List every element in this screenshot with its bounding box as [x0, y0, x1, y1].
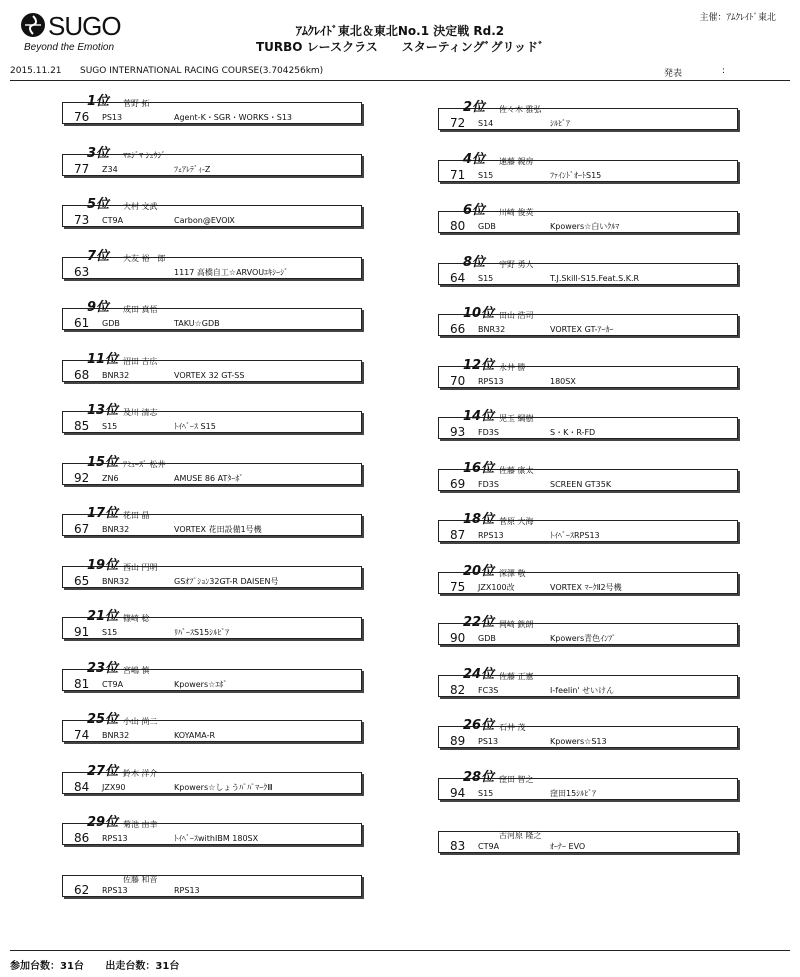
- driver-name: 篠崎 稔: [123, 614, 150, 623]
- car-number: 84: [74, 779, 90, 794]
- grid-position: 28位: [463, 769, 495, 785]
- grid-position: 5位: [87, 197, 110, 212]
- grid-slot: [438, 824, 738, 853]
- car-model: BNR32: [478, 325, 506, 334]
- car-number: 67: [74, 522, 90, 536]
- grid-slot: [62, 353, 362, 382]
- driver-name: 成田 真悟: [123, 305, 158, 314]
- driver-name: 佐々木 雅弘: [499, 105, 542, 114]
- grid-slot: [438, 462, 738, 491]
- grid-slot: [62, 456, 362, 485]
- team-name: VORTEX 32 GT-SS: [174, 370, 245, 380]
- grid-slot: [62, 404, 362, 433]
- grid-position: 14位: [463, 409, 495, 424]
- grid-position: 22位: [463, 615, 495, 630]
- car-model: RPS13: [478, 376, 504, 386]
- car-model: FD3S: [478, 479, 499, 489]
- grid-slot: [62, 198, 362, 227]
- car-number: 93: [450, 425, 466, 439]
- logo-text: SUGO: [48, 11, 121, 41]
- car-number: 68: [74, 367, 90, 382]
- grid-position: 7位: [87, 248, 110, 264]
- team-name: KOYAMA-R: [174, 731, 216, 740]
- driver-name: 菅野 拓: [123, 99, 150, 108]
- car-model: PS13: [102, 113, 123, 122]
- grid-position: 16位: [463, 460, 495, 476]
- organizer: 主催：ｱﾑｸﾚｲﾄﾞ東北: [699, 13, 776, 23]
- car-number: 80: [450, 219, 466, 233]
- car-number: 77: [74, 161, 90, 176]
- driver-name: 花田 晶: [123, 511, 150, 520]
- team-name: ﾄｲﾍﾞｰｽwithIBM 180SX: [174, 834, 259, 843]
- car-model: S14: [478, 119, 494, 128]
- car-model: BNR32: [102, 731, 130, 740]
- team-name: TAKU☆GDB: [174, 319, 220, 328]
- team-name: Carbon@EVOⅨ: [174, 216, 235, 225]
- grid-position: 10位: [463, 306, 495, 321]
- grid-slot: [438, 513, 738, 542]
- car-model: BNR32: [102, 576, 130, 586]
- grid-position: 12位: [463, 357, 495, 373]
- driver-name: 大村 文武: [123, 202, 158, 211]
- team-name: VORTEX 花田設備1号機: [174, 525, 262, 534]
- driver-name: ﾏｴｼﾞﾏ ｼｭｳｼﾞ: [123, 150, 166, 160]
- car-number: 85: [74, 419, 90, 433]
- driver-name: 深澤 敬: [499, 568, 526, 578]
- car-number: 76: [74, 110, 90, 124]
- grid-slot: [438, 256, 738, 285]
- car-number: 94: [450, 785, 466, 800]
- driver-name: 石井 茂: [499, 723, 526, 732]
- driver-name: 西山 円明: [123, 562, 158, 572]
- driver-name: 菅原 大海: [499, 517, 534, 526]
- grid-slot: [438, 668, 738, 697]
- event-date: 2015.11.21: [10, 66, 62, 76]
- grid-position: 23位: [87, 660, 119, 676]
- car-model: BNR32: [102, 525, 130, 534]
- grid-position: 3位: [87, 145, 110, 161]
- grid-slot: [438, 719, 738, 748]
- team-name: Agent-K・SGR・WORKS・S13: [174, 113, 292, 122]
- car-model: CT9A: [478, 842, 500, 851]
- grid-position: 24位: [463, 666, 495, 682]
- car-model: JZX100改: [478, 582, 515, 592]
- car-number: 87: [450, 528, 466, 542]
- driver-name: 佐藤 康太: [499, 465, 534, 475]
- driver-name: 及川 清志: [123, 408, 158, 417]
- driver-name: 田山 浩司: [499, 311, 534, 320]
- car-number: 64: [450, 270, 466, 285]
- grid-slot: [62, 868, 362, 897]
- grid-slot: [438, 410, 738, 439]
- driver-name: 佐藤 正憲: [499, 671, 534, 681]
- driver-name: 宇野 勇人: [499, 259, 534, 269]
- grid-slot: [62, 662, 362, 691]
- driver-name: 大友 裕一郎: [123, 253, 166, 263]
- grid-position: 8位: [463, 254, 486, 270]
- grid-slot: [438, 153, 738, 182]
- grid-slot: [62, 610, 362, 639]
- grid-position: 4位: [463, 151, 486, 167]
- car-model: S15: [478, 170, 494, 180]
- team-name: 窪田15ｼﾙﾋﾞｱ: [550, 788, 597, 798]
- announcement-label: 発表: [664, 69, 683, 79]
- announcement-colon: :: [722, 66, 726, 76]
- team-name: ﾌｧｲﾝﾄﾞｵｰﾄS15: [550, 170, 602, 180]
- team-name: Kpowers青色ｲﾝﾌﾟ: [550, 634, 617, 643]
- grid-position: 11位: [87, 351, 119, 367]
- driver-name: 小山 尚二: [123, 717, 158, 726]
- car-model: CT9A: [102, 216, 124, 225]
- team-name: AMUSE 86 ATﾀｰﾎﾞ: [174, 473, 244, 483]
- team-name: SCREEN GT35K: [550, 479, 612, 489]
- team-name: Kpowers☆S13: [550, 737, 607, 746]
- car-number: 74: [74, 728, 90, 742]
- car-model: S15: [102, 422, 118, 431]
- grid-slot: [62, 95, 362, 124]
- car-model: RPS13: [102, 885, 128, 895]
- grid-position: 27位: [87, 763, 119, 779]
- grid-slot: [438, 307, 738, 336]
- grid-position: 20位: [463, 563, 495, 579]
- driver-name: 沼田 吉広: [123, 356, 158, 366]
- car-model: PS13: [478, 737, 499, 746]
- grid-position: 19位: [87, 557, 119, 573]
- car-number: 83: [450, 839, 466, 853]
- car-model: JZX90: [102, 782, 126, 792]
- grid-slot: [62, 301, 362, 330]
- car-number: 70: [450, 373, 466, 388]
- grid-slot: [438, 359, 738, 388]
- driver-name: 岡崎 鉄朗: [499, 620, 534, 629]
- class-title: TURBO レースクラス スターティングﾞグリッドﾞ: [255, 40, 545, 54]
- car-number: 61: [74, 316, 90, 330]
- grid-position: 6位: [463, 203, 486, 218]
- grid-position: 13位: [87, 403, 119, 418]
- team-name: GSｵﾌﾟｼｮﾝ32GT-R DAISEN号: [174, 576, 279, 586]
- car-model: GDB: [478, 222, 496, 231]
- driver-name: 窪田 智之: [499, 774, 534, 784]
- car-number: 72: [450, 116, 466, 130]
- car-number: 71: [450, 167, 466, 182]
- team-name: ﾄｲﾍﾞｰｽRPS13: [550, 531, 600, 540]
- starters-count: 出走台数：31台: [105, 961, 180, 972]
- car-number: 65: [74, 573, 90, 588]
- grid-slot: [438, 771, 738, 800]
- car-number: 63: [74, 264, 90, 279]
- driver-name: 川崎 俊英: [499, 208, 534, 217]
- car-number: 75: [450, 579, 466, 594]
- team-name: ﾘﾊﾞｰｽS15ｼﾙﾋﾞｱ: [174, 628, 230, 637]
- grid-position: 15位: [87, 454, 119, 470]
- team-name: VORTEX ﾏｰｸⅡ2号機: [550, 582, 622, 592]
- car-number: 92: [74, 470, 90, 485]
- car-number: 73: [74, 213, 90, 227]
- grid-slot: [438, 101, 738, 130]
- grid-position: 2位: [463, 100, 486, 115]
- team-name: Kpowers☆しょうﾊﾟﾊﾟﾏｰｸⅢ: [174, 782, 273, 792]
- car-number: 66: [450, 322, 466, 336]
- driver-name: 佐藤 和音: [123, 874, 158, 884]
- car-model: S15: [478, 788, 494, 798]
- car-number: 89: [450, 734, 466, 748]
- team-name: ﾌｪｱﾚﾃﾞｨ-Z: [174, 164, 211, 174]
- car-model: GDB: [478, 634, 496, 643]
- grid-position: 25位: [87, 712, 119, 727]
- team-name: RPS13: [174, 885, 200, 895]
- car-number: 82: [450, 682, 466, 697]
- grid-position: 9位: [87, 300, 110, 315]
- car-model: RPS13: [478, 531, 504, 540]
- event-title: ｱﾑｸﾚｲﾄﾞ東北＆東北No.1 決定戦 Rd.2: [295, 24, 505, 38]
- grid-position: 21位: [87, 609, 119, 624]
- grid-position: 26位: [463, 718, 495, 733]
- team-name: VORTEX GT-ｱｰｶｰ: [550, 325, 614, 334]
- driver-name: 菊池 由幸: [123, 820, 158, 829]
- team-name: S・K・R-FD: [550, 428, 596, 437]
- driver-name: ｱﾐｭｰｽﾞ 松井: [123, 459, 166, 469]
- grid-slot: [438, 204, 738, 233]
- driver-name: 児玉 綱樹: [499, 414, 534, 423]
- grid-slot: [438, 565, 738, 594]
- venue: SUGO INTERNATIONAL RACING COURSE(3.704256km): [80, 66, 324, 76]
- team-name: ｼﾙﾋﾞｱ: [550, 119, 570, 128]
- logo-tagline: Beyond the Emotion: [24, 42, 115, 53]
- grid-slot: [62, 713, 362, 742]
- team-name: Kpowers☆ｴﾎﾞ: [174, 679, 228, 689]
- grid-slot: [62, 816, 362, 845]
- car-model: CT9A: [102, 679, 124, 689]
- grid-position: 1位: [87, 94, 110, 109]
- car-model: RPS13: [102, 834, 128, 843]
- driver-name: 永井 勝: [499, 362, 526, 372]
- car-model: Z34: [102, 164, 118, 174]
- team-name: 180SX: [550, 376, 576, 386]
- grid-slot: [438, 616, 738, 645]
- car-model: FC3S: [478, 685, 499, 695]
- grid-position: 17位: [87, 506, 119, 521]
- grid-position: 29位: [87, 815, 119, 830]
- grid-slot: [62, 507, 362, 536]
- grid-slot: [62, 559, 362, 588]
- car-number: 90: [450, 631, 466, 645]
- car-model: BNR32: [102, 370, 130, 380]
- team-name: Kpowers☆白いｸﾙﾏ: [550, 222, 620, 231]
- car-model: S15: [102, 628, 118, 637]
- team-name: ﾄｲﾍﾞｰｽ S15: [174, 422, 216, 431]
- car-number: 81: [74, 676, 90, 691]
- car-number: 91: [74, 625, 90, 639]
- driver-name: 宮嶋 慎: [123, 665, 150, 675]
- entries-count: 参加台数：31台: [10, 961, 84, 972]
- driver-name: 古河原 隆之: [499, 831, 542, 840]
- grid-slot: [62, 147, 362, 176]
- team-name: ｵｰﾅｰ EVO: [550, 842, 586, 851]
- car-model: FD3S: [478, 428, 499, 437]
- footer: [10, 950, 790, 972]
- team-name: 1117 高橋自工☆ARVOUｴｷｼｰｼﾞ: [174, 267, 289, 277]
- car-model: ZN6: [102, 473, 119, 483]
- driver-name: 遠藤 親房: [499, 156, 534, 166]
- car-model: S15: [478, 273, 494, 283]
- team-name: I-feelin' せいけん: [550, 685, 615, 695]
- car-number: 69: [450, 476, 466, 491]
- car-number: 62: [74, 882, 90, 897]
- car-number: 86: [74, 831, 90, 845]
- car-model: GDB: [102, 319, 120, 328]
- grid-slot: [62, 765, 362, 794]
- driver-name: 鈴木 洋介: [123, 768, 158, 778]
- team-name: T.J.Skill-S15.Feat.S.K.R: [550, 273, 640, 283]
- grid-position: 18位: [463, 512, 495, 527]
- grid-slot: [62, 250, 362, 279]
